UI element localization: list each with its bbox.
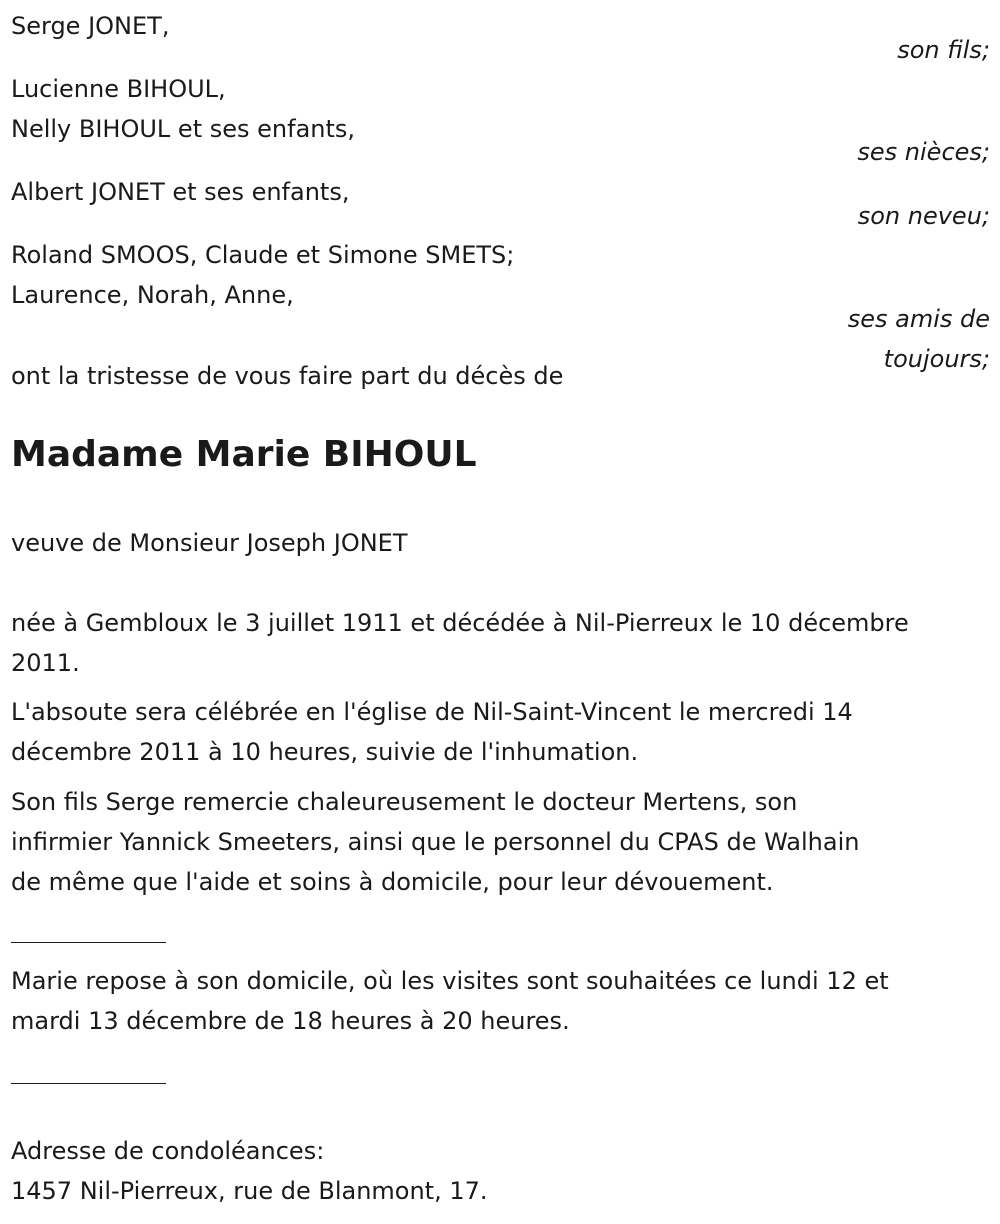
relation-nephew: son neveu; bbox=[857, 202, 990, 230]
birth-death-line-2: 2011. bbox=[11, 649, 80, 677]
family-line-niece-2: Nelly BIHOUL et ses enfants, bbox=[11, 115, 356, 143]
ceremony-line-2: décembre 2011 à 10 heures, suivie de l'inhumation. bbox=[11, 738, 639, 766]
relation-nieces: ses nièces; bbox=[857, 138, 990, 166]
ceremony-line-1: L'absoute sera célébrée en l'église de Nil-Saint-Vincent le mercredi 14 bbox=[11, 698, 853, 726]
family-line-friends-1: Roland SMOOS, Claude et Simone SMETS; bbox=[11, 241, 515, 269]
relation-friends-line-1: ses amis de bbox=[847, 305, 990, 333]
birth-death-line-1: née à Gembloux le 3 juillet 1911 et décédée à Nil-Pierreux le 10 décembre bbox=[11, 609, 909, 637]
family-line-nephew: Albert JONET et ses enfants, bbox=[11, 178, 350, 206]
widow-of: veuve de Monsieur Joseph JONET bbox=[11, 529, 408, 557]
announcement-text: ont la tristesse de vous faire part du décès de bbox=[11, 362, 564, 390]
family-line-friends-2: Laurence, Norah, Anne, bbox=[11, 281, 294, 309]
address-value: 1457 Nil-Pierreux, rue de Blanmont, 17. bbox=[11, 1177, 488, 1205]
thanks-line-2: infirmier Yannick Smeeters, ainsi que le personnel du CPAS de Walhain bbox=[11, 828, 860, 856]
thanks-line-3: de même que l'aide et soins à domicile, pour leur dévouement. bbox=[11, 868, 774, 896]
deceased-name: Madame Marie BIHOUL bbox=[11, 434, 477, 475]
family-line-niece-1: Lucienne BIHOUL, bbox=[11, 75, 226, 103]
thanks-line-1: Son fils Serge remercie chaleureusement le docteur Mertens, son bbox=[11, 788, 798, 816]
visits-line-2: mardi 13 décembre de 18 heures à 20 heures. bbox=[11, 1007, 570, 1035]
family-line-son: Serge JONET, bbox=[11, 12, 170, 40]
relation-son: son fils; bbox=[897, 36, 990, 64]
separator bbox=[11, 1083, 166, 1084]
address-label: Adresse de condoléances: bbox=[11, 1137, 325, 1165]
separator bbox=[11, 942, 166, 943]
visits-line-1: Marie repose à son domicile, où les visites sont souhaitées ce lundi 12 et bbox=[11, 967, 889, 995]
relation-friends-line-2: toujours; bbox=[883, 345, 990, 373]
